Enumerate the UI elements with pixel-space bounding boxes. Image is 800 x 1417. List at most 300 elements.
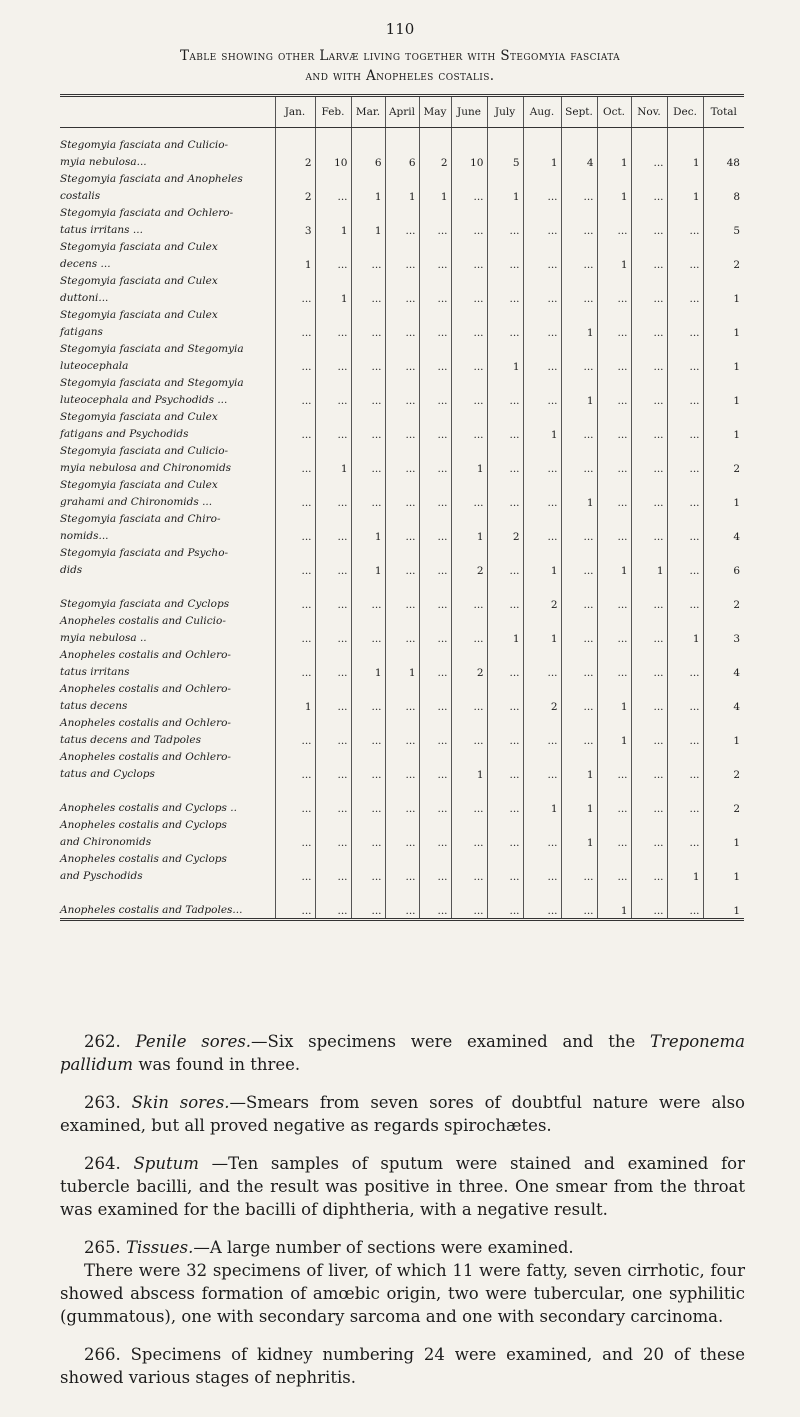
row-label-line-2: tatus and Cyclops (60, 767, 155, 780)
month-cell: ... (597, 306, 631, 340)
row-label-line-2: myia nebulosa and Chironomids (60, 461, 232, 474)
spacer-row (60, 128, 744, 137)
row-label-line-2: Stegomyia fasciata and Cyclops (60, 597, 230, 610)
row-label-line-2: decens ... (60, 257, 111, 270)
month-cell: ... (631, 748, 667, 782)
month-cell: ... (351, 748, 385, 782)
month-cell: ... (523, 238, 561, 272)
month-cell: ... (523, 374, 561, 408)
month-cell: ... (523, 646, 561, 680)
month-cell: 1 (597, 170, 631, 204)
paragraph-262: 262. Penile sores.—Six specimens were examined and the Treponema pallidum was found in three. (60, 1032, 745, 1074)
month-cell: ... (315, 612, 351, 646)
month-cell: ... (561, 408, 597, 442)
month-cell: ... (631, 374, 667, 408)
row-label (60, 272, 275, 306)
month-cell: 1 (351, 646, 385, 680)
table-row (60, 646, 744, 680)
row-total-cell: 1 (703, 408, 744, 442)
month-cell: ... (667, 782, 703, 816)
row-label-line-1: Anopheles costalis and Culicio- (60, 615, 226, 627)
column-header: May (419, 96, 451, 128)
month-cell: ... (419, 272, 451, 306)
column-header: Dec. (667, 96, 703, 128)
month-cell: ... (385, 782, 419, 816)
month-cell: ... (351, 680, 385, 714)
month-cell: ... (487, 850, 523, 884)
month-cell: ... (667, 714, 703, 748)
row-total-cell: 4 (703, 646, 744, 680)
month-cell: 1 (631, 544, 667, 578)
month-cell: ... (351, 782, 385, 816)
row-label-line-1: Stegomyia fasciata and Psycho- (60, 547, 229, 559)
row-total-cell: 1 (703, 476, 744, 510)
row-total-cell: 1 (703, 816, 744, 850)
row-label (60, 680, 275, 714)
month-cell: ... (385, 816, 419, 850)
month-cell: ... (561, 714, 597, 748)
month-cell: ... (597, 510, 631, 544)
month-cell: 1 (275, 680, 315, 714)
column-header: Aug. (523, 96, 561, 128)
month-cell: ... (315, 544, 351, 578)
month-cell: ... (561, 544, 597, 578)
row-total-cell: 5 (703, 204, 744, 238)
month-cell: 1 (351, 510, 385, 544)
month-cell: 1 (487, 170, 523, 204)
month-cell: ... (523, 748, 561, 782)
month-cell: ... (631, 238, 667, 272)
month-cell: ... (667, 306, 703, 340)
month-cell: ... (385, 544, 419, 578)
month-cell: ... (351, 714, 385, 748)
month-cell: 1 (523, 782, 561, 816)
row-total-cell: 1 (703, 306, 744, 340)
month-cell: 1 (315, 442, 351, 476)
row-label-line-2: fatigans (60, 325, 103, 338)
month-cell: ... (275, 272, 315, 306)
row-label-line-1: Stegomyia fasciata and Culex (60, 275, 218, 287)
month-cell: ... (275, 714, 315, 748)
table-row (60, 238, 744, 272)
row-total-cell: 4 (703, 510, 744, 544)
month-cell: ... (275, 408, 315, 442)
month-cell: ... (351, 884, 385, 920)
month-cell: ... (451, 340, 487, 374)
table-row (60, 850, 744, 884)
month-cell: ... (419, 204, 451, 238)
table-row (60, 612, 744, 646)
month-cell: ... (523, 850, 561, 884)
month-cell: 1 (385, 170, 419, 204)
month-cell: ... (561, 680, 597, 714)
month-cell: 1 (561, 782, 597, 816)
month-cell: 2 (275, 170, 315, 204)
month-cell: ... (315, 238, 351, 272)
month-cell: ... (315, 408, 351, 442)
row-label (60, 374, 275, 408)
month-cell: ... (561, 170, 597, 204)
month-cell: ... (351, 850, 385, 884)
month-cell: ... (385, 748, 419, 782)
month-cell: ... (631, 782, 667, 816)
row-label-line-2: fatigans and Psychodids (60, 427, 189, 440)
month-cell: ... (667, 374, 703, 408)
row-label (60, 646, 275, 680)
table-row (60, 782, 744, 816)
row-label-line-1: Stegomyia fasciata and Culex (60, 241, 218, 253)
month-cell: ... (275, 782, 315, 816)
row-label (60, 714, 275, 748)
row-label (60, 170, 275, 204)
month-cell: 1 (597, 714, 631, 748)
month-cell: ... (487, 544, 523, 578)
month-cell: ... (275, 544, 315, 578)
month-cell: ... (487, 680, 523, 714)
row-total-cell: 1 (703, 374, 744, 408)
month-cell: ... (385, 408, 419, 442)
row-label (60, 204, 275, 238)
month-cell: ... (315, 714, 351, 748)
month-cell: ... (451, 782, 487, 816)
month-cell: ... (487, 816, 523, 850)
month-cell: 1 (523, 408, 561, 442)
month-cell: ... (487, 272, 523, 306)
month-cell: 2 (451, 646, 487, 680)
month-cell: 1 (561, 306, 597, 340)
month-cell: ... (275, 476, 315, 510)
month-cell: ... (487, 442, 523, 476)
row-label-line-2: tatus irritans ... (60, 223, 143, 236)
table-row (60, 544, 744, 578)
month-cell: ... (667, 578, 703, 612)
row-label-line-2: dids (60, 563, 83, 576)
month-cell: ... (451, 680, 487, 714)
paragraph-264: 264. Sputum —Ten samples of sputum were stained and examined for tubercle bacilli, and the result was positive in three. One smear from the throat was examined for the bacilli of diphtheria, with a negative result. (60, 1154, 745, 1219)
month-cell: ... (561, 884, 597, 920)
month-cell: ... (315, 850, 351, 884)
row-label-line-2: myia nebulosa... (60, 155, 147, 168)
month-cell: 1 (451, 510, 487, 544)
month-cell: 2 (523, 578, 561, 612)
row-label (60, 782, 275, 816)
row-total-cell: 2 (703, 442, 744, 476)
month-cell: 1 (451, 748, 487, 782)
column-header: Jan. (275, 96, 315, 128)
month-cell: ... (451, 272, 487, 306)
month-cell: ... (385, 510, 419, 544)
month-cell: ... (451, 476, 487, 510)
month-cell: ... (351, 612, 385, 646)
month-cell: ... (419, 680, 451, 714)
row-label-line-2: tatus decens (60, 699, 128, 712)
month-cell: ... (597, 816, 631, 850)
month-cell: 6 (385, 136, 419, 170)
month-cell: ... (597, 272, 631, 306)
month-cell: ... (451, 850, 487, 884)
row-label-line-2: and Chironomids (60, 835, 152, 848)
month-cell: ... (385, 850, 419, 884)
month-cell: ... (351, 272, 385, 306)
month-cell: ... (315, 816, 351, 850)
month-cell: ... (631, 646, 667, 680)
row-label (60, 136, 275, 170)
column-header: Feb. (315, 96, 351, 128)
month-cell: ... (597, 646, 631, 680)
row-label-line-2: duttoni... (60, 291, 109, 304)
column-header: April (385, 96, 419, 128)
month-cell: 2 (275, 136, 315, 170)
month-cell: ... (419, 442, 451, 476)
row-total-cell: 4 (703, 680, 744, 714)
column-header: Sept. (561, 96, 597, 128)
month-cell: ... (631, 170, 667, 204)
month-cell: 1 (385, 646, 419, 680)
month-cell: ... (561, 578, 597, 612)
table-row (60, 680, 744, 714)
month-cell: ... (419, 408, 451, 442)
month-cell: ... (419, 714, 451, 748)
month-cell: ... (523, 272, 561, 306)
month-cell: ... (385, 340, 419, 374)
row-label-line-2: myia nebulosa .. (60, 631, 147, 644)
row-label-line-1: Anopheles costalis and Ochlero- (60, 751, 231, 763)
month-cell: ... (451, 374, 487, 408)
month-cell: 1 (597, 884, 631, 920)
month-cell: ... (631, 816, 667, 850)
month-cell: ... (315, 884, 351, 920)
month-cell: ... (419, 782, 451, 816)
month-cell: 1 (561, 816, 597, 850)
month-cell: ... (351, 340, 385, 374)
month-cell: ... (451, 170, 487, 204)
row-label (60, 612, 275, 646)
month-cell: ... (631, 850, 667, 884)
month-cell: ... (523, 510, 561, 544)
month-cell: 1 (667, 612, 703, 646)
month-cell: ... (631, 306, 667, 340)
month-cell: ... (385, 612, 419, 646)
row-label-line-2: Anopheles costalis and Cyclops .. (60, 801, 237, 814)
month-cell: 1 (561, 748, 597, 782)
month-cell: 10 (451, 136, 487, 170)
row-total-cell: 1 (703, 340, 744, 374)
month-cell: ... (419, 374, 451, 408)
month-cell: ... (667, 272, 703, 306)
month-cell: ... (631, 204, 667, 238)
month-cell: ... (385, 272, 419, 306)
row-total-cell: 1 (703, 272, 744, 306)
month-cell: ... (523, 884, 561, 920)
month-cell: ... (451, 884, 487, 920)
month-cell: 1 (667, 170, 703, 204)
month-cell: ... (631, 680, 667, 714)
row-total-cell: 3 (703, 612, 744, 646)
month-cell: ... (351, 442, 385, 476)
month-cell: 1 (351, 544, 385, 578)
table-row (60, 442, 744, 476)
row-label (60, 442, 275, 476)
month-cell: ... (667, 884, 703, 920)
month-cell: ... (351, 238, 385, 272)
month-cell: 1 (351, 170, 385, 204)
row-total-cell: 2 (703, 782, 744, 816)
month-cell: 2 (451, 544, 487, 578)
month-cell: ... (523, 714, 561, 748)
row-label (60, 476, 275, 510)
month-cell: ... (275, 340, 315, 374)
month-cell: ... (523, 442, 561, 476)
table-row (60, 374, 744, 408)
month-cell: ... (451, 714, 487, 748)
month-cell: ... (419, 238, 451, 272)
month-cell: ... (419, 340, 451, 374)
table-row (60, 136, 744, 170)
month-cell: ... (315, 374, 351, 408)
month-cell: ... (597, 340, 631, 374)
month-cell: ... (667, 238, 703, 272)
row-label-line-2: costalis (60, 189, 101, 202)
month-cell: ... (667, 476, 703, 510)
paragraph-266: 266. Specimens of kidney numbering 24 were examined, and 20 of these showed various stages of nephritis. (60, 1345, 745, 1387)
page-number: 110 (385, 20, 415, 38)
row-label-line-1: Anopheles costalis and Cyclops (60, 819, 227, 831)
row-total-cell: 2 (703, 578, 744, 612)
month-cell: 1 (487, 340, 523, 374)
month-cell: ... (487, 204, 523, 238)
month-cell: ... (275, 442, 315, 476)
month-cell: 1 (561, 476, 597, 510)
month-cell: ... (351, 408, 385, 442)
row-label-line-1: Stegomyia fasciata and Culicio- (60, 445, 229, 457)
table-row (60, 408, 744, 442)
month-cell: ... (419, 850, 451, 884)
month-cell: ... (487, 238, 523, 272)
month-cell: ... (631, 884, 667, 920)
month-cell: ... (631, 340, 667, 374)
month-cell: ... (561, 612, 597, 646)
row-label-line-1: Stegomyia fasciata and Culex (60, 411, 218, 423)
month-cell: 1 (523, 612, 561, 646)
month-cell: 1 (597, 544, 631, 578)
month-cell: ... (597, 578, 631, 612)
row-label (60, 816, 275, 850)
month-cell: ... (419, 646, 451, 680)
month-cell: ... (667, 544, 703, 578)
row-label (60, 340, 275, 374)
month-cell: ... (597, 408, 631, 442)
row-label-line-2: luteocephala and Psychodids ... (60, 393, 228, 406)
month-cell: ... (315, 476, 351, 510)
row-label (60, 408, 275, 442)
table-row (60, 816, 744, 850)
month-cell: ... (597, 748, 631, 782)
month-cell: ... (315, 306, 351, 340)
row-label-line-2: tatus irritans (60, 665, 130, 678)
row-total-cell: 48 (703, 136, 744, 170)
month-cell: ... (523, 816, 561, 850)
row-total-cell: 1 (703, 850, 744, 884)
month-cell: ... (487, 748, 523, 782)
month-cell: ... (385, 204, 419, 238)
month-cell: ... (315, 646, 351, 680)
row-label-line-1: Stegomyia fasciata and Culex (60, 309, 218, 321)
table-row (60, 476, 744, 510)
month-cell: ... (419, 510, 451, 544)
row-label-line-1: Stegomyia fasciata and Culex (60, 479, 218, 491)
table-row (60, 748, 744, 782)
month-cell: 2 (487, 510, 523, 544)
paragraph-263: 263. Skin sores.—Smears from seven sores of doubtful nature were also examined, but all proved negative as regards spirochætes. (60, 1093, 745, 1135)
row-label (60, 748, 275, 782)
row-label (60, 884, 275, 920)
month-cell: ... (315, 578, 351, 612)
month-cell: ... (275, 510, 315, 544)
month-cell: 1 (667, 136, 703, 170)
month-cell: ... (631, 408, 667, 442)
month-cell: ... (667, 408, 703, 442)
month-cell: 1 (487, 612, 523, 646)
month-cell: ... (385, 680, 419, 714)
row-label-line-1: Anopheles costalis and Cyclops (60, 853, 227, 865)
month-cell: ... (487, 714, 523, 748)
month-cell: ... (451, 578, 487, 612)
column-header: Nov. (631, 96, 667, 128)
row-label-line-1: Stegomyia fasciata and Anopheles (60, 173, 243, 185)
month-cell: ... (385, 476, 419, 510)
row-total-cell: 6 (703, 544, 744, 578)
month-cell: ... (667, 680, 703, 714)
table-title-line-2: and with Anopheles costalis. (305, 68, 495, 84)
month-cell: ... (487, 306, 523, 340)
row-total-cell: 1 (703, 884, 744, 920)
month-cell: ... (275, 374, 315, 408)
row-label (60, 510, 275, 544)
month-cell: 1 (315, 272, 351, 306)
month-cell: 1 (561, 374, 597, 408)
month-cell: ... (561, 204, 597, 238)
row-label-line-1: Anopheles costalis and Ochlero- (60, 649, 231, 661)
column-header: June (451, 96, 487, 128)
month-cell: ... (385, 238, 419, 272)
month-cell: 1 (597, 238, 631, 272)
column-header: Oct. (597, 96, 631, 128)
month-cell: ... (561, 850, 597, 884)
row-label (60, 544, 275, 578)
month-cell: ... (351, 306, 385, 340)
row-label-line-1: Stegomyia fasciata and Stegomyia (60, 377, 244, 389)
month-cell: ... (315, 748, 351, 782)
month-cell: 1 (451, 442, 487, 476)
month-cell: ... (487, 374, 523, 408)
month-cell: ... (275, 850, 315, 884)
month-cell: ... (561, 340, 597, 374)
table-row (60, 340, 744, 374)
month-cell: 1 (523, 136, 561, 170)
month-cell: ... (561, 442, 597, 476)
row-label-line-2: Anopheles costalis and Tadpoles... (60, 903, 243, 916)
paragraph-265-cont: There were 32 specimens of liver, of which 11 were fatty, seven cirrhotic, four showed abscess formation of amœbic origin, two were tubercular, one syphilitic (gummatous), one with secondary sarcoma and one with secondary carcinoma. (60, 1261, 745, 1326)
month-cell: ... (667, 442, 703, 476)
row-label-line-1: Stegomyia fasciata and Culicio- (60, 139, 229, 151)
table-row (60, 884, 744, 920)
month-cell: ... (523, 204, 561, 238)
month-cell: ... (667, 646, 703, 680)
month-cell: ... (385, 374, 419, 408)
month-cell: ... (315, 680, 351, 714)
month-cell: ... (561, 272, 597, 306)
larvae-table (60, 94, 744, 921)
